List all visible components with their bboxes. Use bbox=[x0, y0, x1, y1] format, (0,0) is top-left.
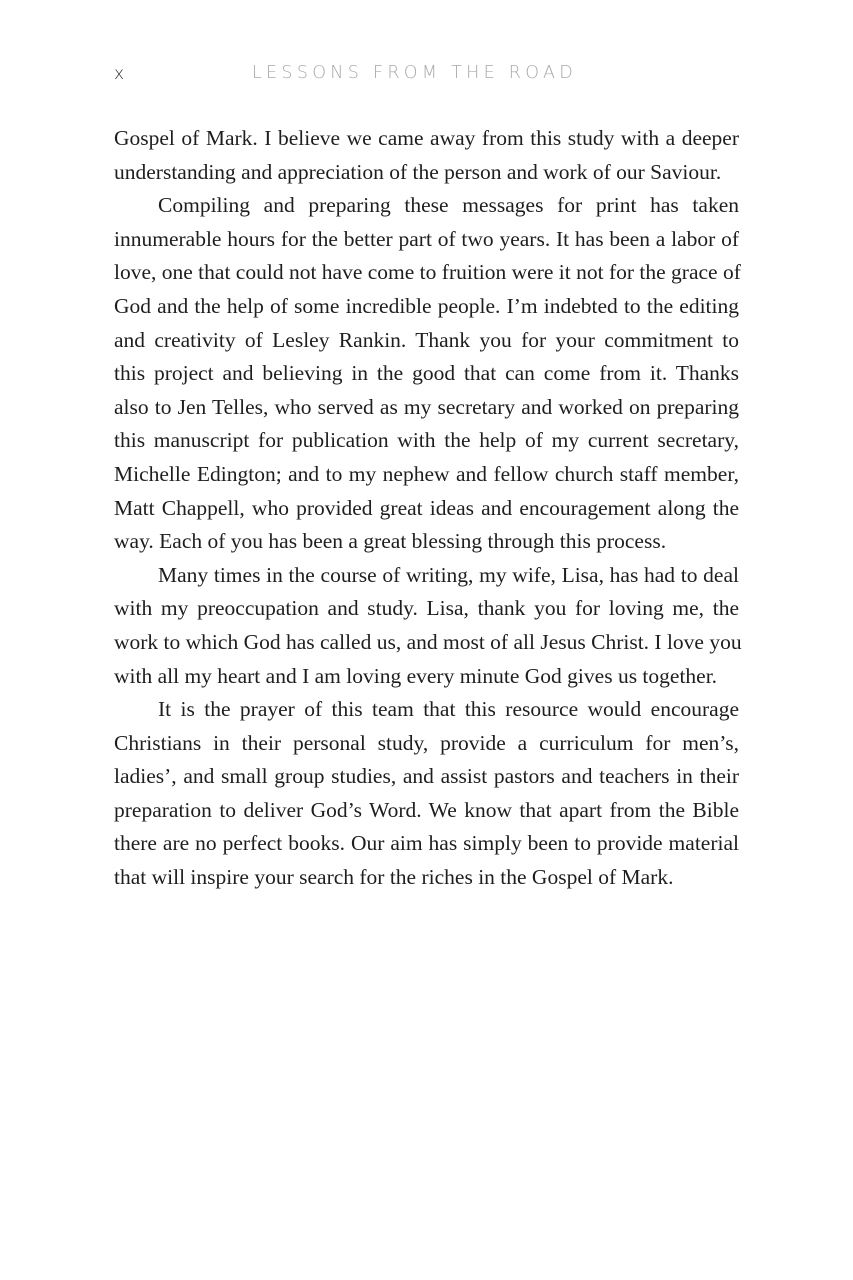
text-line: Matt Chappell, who provided great ideas and encouragement along the bbox=[114, 495, 739, 520]
text-line: love, one that could not have come to fruition were it not for the grace of bbox=[114, 260, 741, 285]
text-line: this project and believing in the good that can come from it. Thanks bbox=[114, 361, 739, 386]
text-line: preparation to deliver God’s Word. We know that apart from the Bible bbox=[114, 797, 739, 822]
text-line: with my preoccupation and study. Lisa, thank you for loving me, the bbox=[114, 596, 739, 621]
text-line: Gospel of Mark. I believe we came away from this study with a deeper bbox=[114, 126, 739, 150]
page-number: x bbox=[114, 64, 125, 84]
paragraph bbox=[114, 693, 739, 895]
text-line: Michelle Edington; and to my nephew and fellow church staff member, bbox=[114, 461, 739, 486]
paragraph bbox=[114, 189, 739, 559]
text-line: there are no perfect books. Our aim has simply been to provide material bbox=[114, 831, 739, 856]
text-line: work to which God has called us, and most of all Jesus Christ. I love you bbox=[114, 629, 742, 654]
text-line: Compiling and preparing these messages for print has taken bbox=[158, 193, 739, 218]
text-line: also to Jen Telles, who served as my secretary and worked on preparing bbox=[114, 394, 739, 419]
paragraph bbox=[114, 122, 739, 189]
text-line: understanding and appreciation of the person and work of our Saviour. bbox=[114, 159, 722, 184]
text-line: Many times in the course of writing, my wife, Lisa, has had to deal bbox=[158, 562, 739, 587]
text-line: ladies’, and small group studies, and assist pastors and teachers in their bbox=[114, 764, 739, 789]
text-line: Christians in their personal study, provide a curriculum for men’s, bbox=[114, 730, 739, 755]
body-text bbox=[114, 122, 742, 895]
text-line: It is the prayer of this team that this resource would encourage bbox=[158, 697, 739, 722]
text-line: this manuscript for publication with the help of my current secretary, bbox=[114, 428, 739, 453]
running-head: LESSONS FROM THE ROAD bbox=[252, 63, 578, 83]
text-line: with all my heart and I am loving every minute God gives us together. bbox=[114, 663, 718, 688]
text-line: God and the help of some incredible people. I’m indebted to the editing bbox=[114, 293, 739, 318]
paragraph bbox=[114, 559, 742, 693]
text-line: and creativity of Lesley Rankin. Thank you for your commitment to bbox=[114, 327, 739, 352]
text-line: way. Each of you has been a great blessing through this process. bbox=[114, 529, 667, 554]
text-line: that will inspire your search for the riches in the Gospel of Mark. bbox=[114, 865, 674, 890]
text-line: innumerable hours for the better part of two years. It has been a labor of bbox=[114, 226, 739, 251]
